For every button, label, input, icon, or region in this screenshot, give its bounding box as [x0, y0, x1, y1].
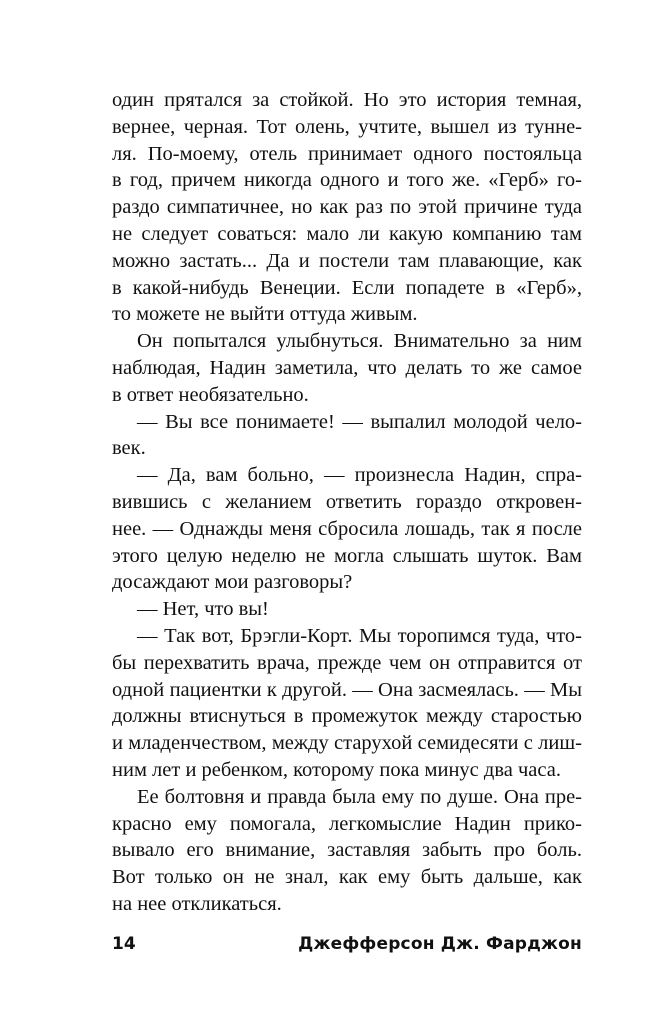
running-head-author: Джефферсон Дж. Фарджон: [298, 934, 582, 954]
text-line: и младенчеством, между старухой семидесяти с лиш-: [112, 732, 582, 755]
text-line: на нее откликаться.: [112, 892, 282, 915]
body-text: [112, 87, 582, 918]
text-line: в ответ необязательно.: [112, 383, 309, 406]
text-line: досаждают мои разговоры?: [112, 571, 353, 594]
text-line: этого целую неделю не могла слышать шуток. Вам: [112, 544, 582, 567]
text-line: раздо симпатичнее, но как раз по этой причине туда: [112, 196, 582, 219]
text-line: в какой-нибудь Венеции. Если попадете в «Герб»,: [112, 276, 582, 299]
page-footer: [112, 929, 582, 959]
text-line: — Да, вам больно, — произнесла Надин, спра-: [137, 464, 582, 487]
text-line: век.: [112, 437, 146, 460]
text-line: то можете не выйти оттуда живым.: [112, 303, 418, 326]
text-line: Он попытался улыбнуться. Внимательно за ним: [137, 330, 582, 353]
text-line: ля. По-моему, отель принимает одного постояльца: [112, 142, 582, 165]
text-line: один прятался за стойкой. Но это история темная,: [112, 89, 582, 111]
page-number: 14: [112, 934, 136, 954]
text-line: — Нет, что вы!: [137, 598, 269, 621]
text-line: можно застать... Да и постели там плавающие, как: [112, 249, 582, 272]
text-line: должны втиснуться в промежуток между старостью: [112, 705, 582, 728]
text-line: Ее болтовня и правда была ему по душе. Она пре-: [137, 785, 582, 808]
text-line: бы перехватить врача, прежде чем он отправится от: [112, 651, 582, 674]
text-line: наблюдая, Надин заметила, что делать то же самое: [112, 356, 582, 379]
text-line: не следует соваться: мало ли какую компанию там: [112, 222, 582, 245]
text-line: — Так вот, Брэгли-Корт. Мы торопимся туда, что-: [137, 624, 582, 647]
text-line: одной пациентки к другой. — Она засмеялась. — Мы: [112, 678, 582, 701]
text-line: красно ему помогала, легкомыслие Надин прико-: [112, 812, 582, 835]
text-line: — Вы все понимаете! — выпалил молодой чело-: [137, 410, 582, 433]
text-line: Вот только он не знал, как ему быть дальше, как: [112, 866, 582, 889]
text-line: вившись с желанием ответить гораздо откровен-: [112, 490, 582, 513]
text-line: вернее, черная. Тот олень, учтите, вышел из туннe-: [112, 115, 582, 138]
text-line: в год, причем никогда одного и того же. «Герб» го-: [112, 169, 582, 192]
text-line: нее. — Однажды меня сбросила лошадь, так я после: [112, 517, 582, 540]
text-line: вывало его внимание, заставляя забыть про боль.: [112, 839, 582, 862]
text-line: ним лет и ребенком, которому пока минус два часа.: [112, 758, 561, 781]
